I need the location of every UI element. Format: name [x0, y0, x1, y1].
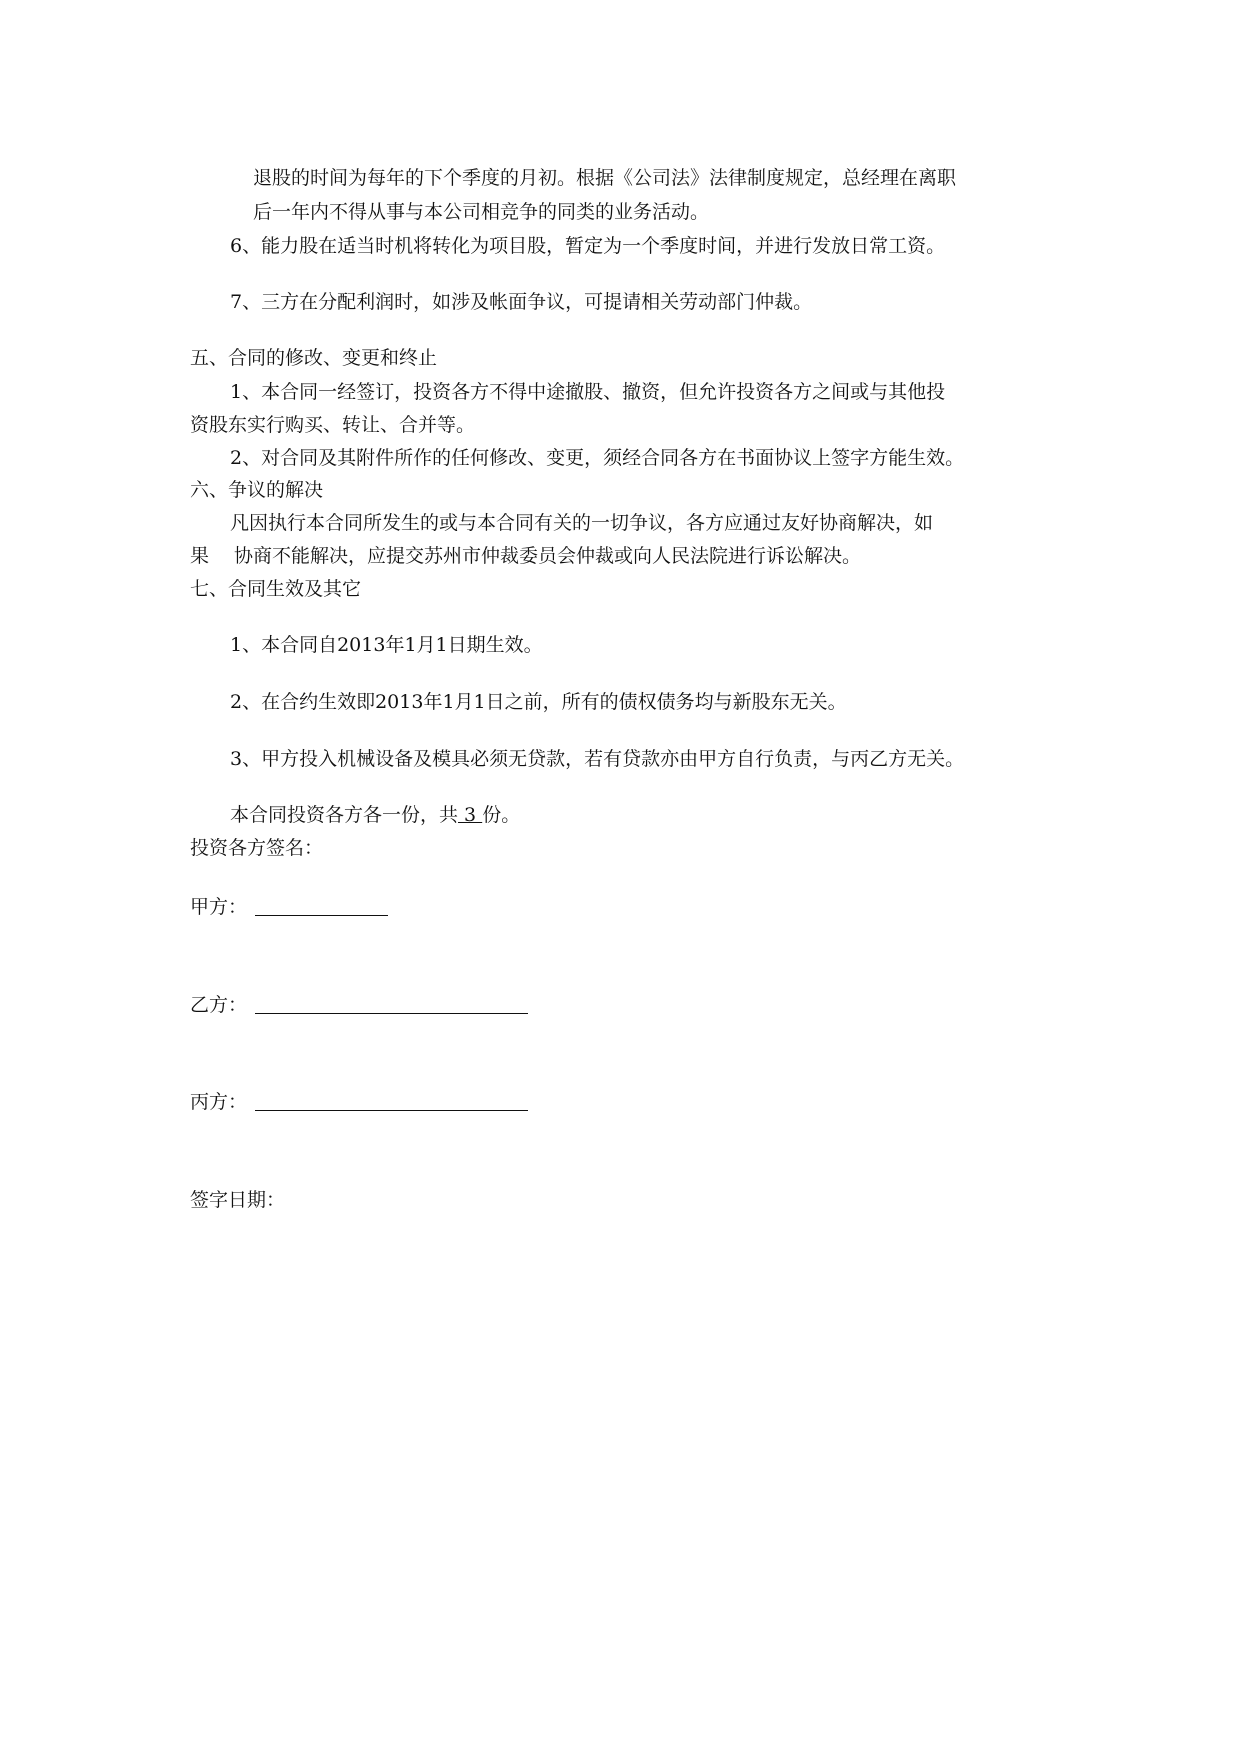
clause4-item5-continuation-line2: 后一年内不得从事与本公司相竞争的同类的业务活动。 — [253, 201, 710, 223]
clause6-line1: 凡因执行本合同所发生的或与本合同有关的一切争议，各方应通过友好协商解决，如 — [230, 512, 934, 534]
clause7-item1: 1、本合同自2013年1月1日期生效。 — [230, 634, 543, 656]
copies-count: 3 — [458, 804, 483, 826]
clause5-item1-line1: 1、本合同一经签订，投资各方不得中途撤股、撤资，但允许投资各方之间或与其他投 — [230, 381, 946, 403]
party-a-signature-line — [255, 915, 388, 916]
clause7-item2: 2、在合约生效即2013年1月1日之前，所有的债权债务均与新股东无关。 — [230, 691, 847, 713]
party-b-label: 乙方： — [190, 994, 248, 1016]
clause7-item3: 3、甲方投入机械设备及模具必须无贷款，若有贷款亦由甲方自行负责，与丙乙方无关。 — [230, 748, 965, 770]
signatures-heading: 投资各方签名： — [190, 837, 324, 859]
clause7-heading: 七、合同生效及其它 — [190, 578, 362, 600]
clause6-line2: 果 协商不能解决，应提交苏州市仲裁委员会仲裁或向人民法院进行诉讼解决。 — [190, 545, 862, 567]
clause4-item6: 6、能力股在适当时机将转化为项目股，暂定为一个季度时间，并进行发放日常工资。 — [230, 235, 946, 257]
copies-statement — [230, 803, 520, 827]
copies-suffix: 份。 — [482, 804, 521, 826]
clause5-heading: 五、合同的修改、变更和终止 — [190, 347, 438, 369]
clause6-heading: 六、争议的解决 — [190, 479, 324, 501]
clause5-item2: 2、对合同及其附件所作的任何修改、变更，须经合同各方在书面协议上签字方能生效。 — [230, 447, 965, 469]
clause4-item5-continuation-line1: 退股的时间为每年的下个季度的月初。根据《公司法》法律制度规定，总经理在离职 — [253, 167, 957, 189]
party-c-label: 丙方： — [190, 1091, 248, 1113]
clause5-item1-line2: 资股东实行购买、转让、合并等。 — [190, 414, 476, 436]
clause4-item7: 7、三方在分配利润时，如涉及帐面争议，可提请相关劳动部门仲裁。 — [230, 291, 813, 313]
party-a-label: 甲方： — [190, 896, 248, 918]
copies-prefix: 本合同投资各方各一份，共 — [230, 804, 459, 826]
sign-date-label: 签字日期： — [190, 1189, 286, 1211]
party-c-signature-line — [255, 1110, 528, 1111]
party-b-signature-line — [255, 1013, 528, 1014]
